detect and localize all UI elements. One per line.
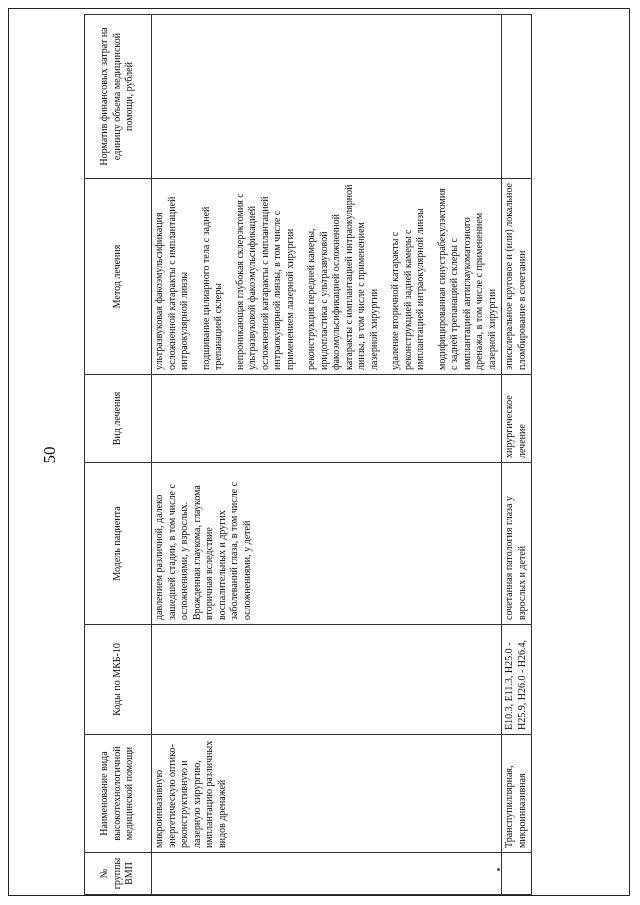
cell-treatment-type	[152, 375, 502, 463]
header-name: Наименование вида высокотехнологичной медицинской помощи	[85, 735, 152, 853]
header-treatment-type: Вид лечения	[85, 375, 152, 463]
cell-cost-norm	[502, 15, 532, 179]
rotated-page	[40, 15, 600, 895]
cell-methods	[152, 179, 502, 375]
cell-patient-model: давлением различной, далеко зашедшей стадии, в том числе с осложнениями, у взрослых. Врожденная глаукома, глаукома вторичная вследствие воспалительных и других заболеваний глаза, в том числе с осложнениями, у детей	[152, 463, 502, 625]
page-number: 50	[40, 446, 59, 464]
header-row	[85, 15, 152, 895]
table-row	[152, 15, 502, 895]
method-item: непроникающая глубокая склерэктомия с ультразвуковой факоэмульсификацией осложненной катаракты с имплантацией интраокулярной линзы, в том числе с применением лазерной хирургии	[234, 193, 296, 370]
cell-name: микроинвазивную энергетическую оптико-реконструктивную и лазерную хирургию, имплантацию различных видов дренажей	[152, 735, 502, 853]
header-patient-model: Модель пациента	[85, 463, 152, 625]
header-treatment-method: Метод лечения	[85, 179, 152, 375]
medical-care-table	[84, 14, 532, 895]
header-cost-norm: Норматив финансовых затрат на единицу объема медицинской помощи, рублей	[85, 15, 152, 179]
cell-cost-norm	[152, 15, 502, 179]
method-item: ультразвуковая факоэмульсификация осложненной катаракты с имплантацией интраокулярной линзы	[154, 196, 190, 370]
cell-group-no	[502, 853, 532, 895]
cell-patient-model: сочетанная патология глаза у взрослых и детей	[502, 463, 532, 625]
method-item: подшивание цилиарного тела с задней трепанацией склеры	[200, 206, 224, 370]
cell-treatment-type: хирургическое лечение	[502, 375, 532, 463]
method-item: удаление вторичной катаракты с реконструкцией задней камеры с имплантацией интраокулярной линзы	[390, 208, 426, 370]
cell-group-no	[152, 853, 502, 895]
cell-icd-codes	[152, 625, 502, 735]
method-item: модифицированная синустрабекулэктомия с задней трепанацией склеры с имплантацией антиглаукоматозного дренажа, в том числе с применением лазерной хирургии	[436, 188, 498, 370]
method-item: эписклеральное круговое и (или) локальное пломбирование в сочетании	[504, 183, 528, 370]
header-icd-codes: Коды по МКБ-10	[85, 625, 152, 735]
table-row	[502, 15, 532, 895]
cell-name: Транспупиллярная, микроинвазивная	[502, 735, 532, 853]
scan-speck	[497, 868, 500, 871]
header-group-no: № группы ВМП	[85, 853, 152, 895]
cell-icd-codes: E10.3, E11.3, H25.0 - H25.9, H26.0 - H26.4,	[502, 625, 532, 735]
cell-methods	[502, 179, 532, 375]
method-item: реконструкция передней камеры, иридопластика с ультразвуковой факоэмульсификацией осложненной катаракты с имплантацией интраокулярной линзы, в том числе с применением лазерной хирургии	[306, 184, 380, 370]
